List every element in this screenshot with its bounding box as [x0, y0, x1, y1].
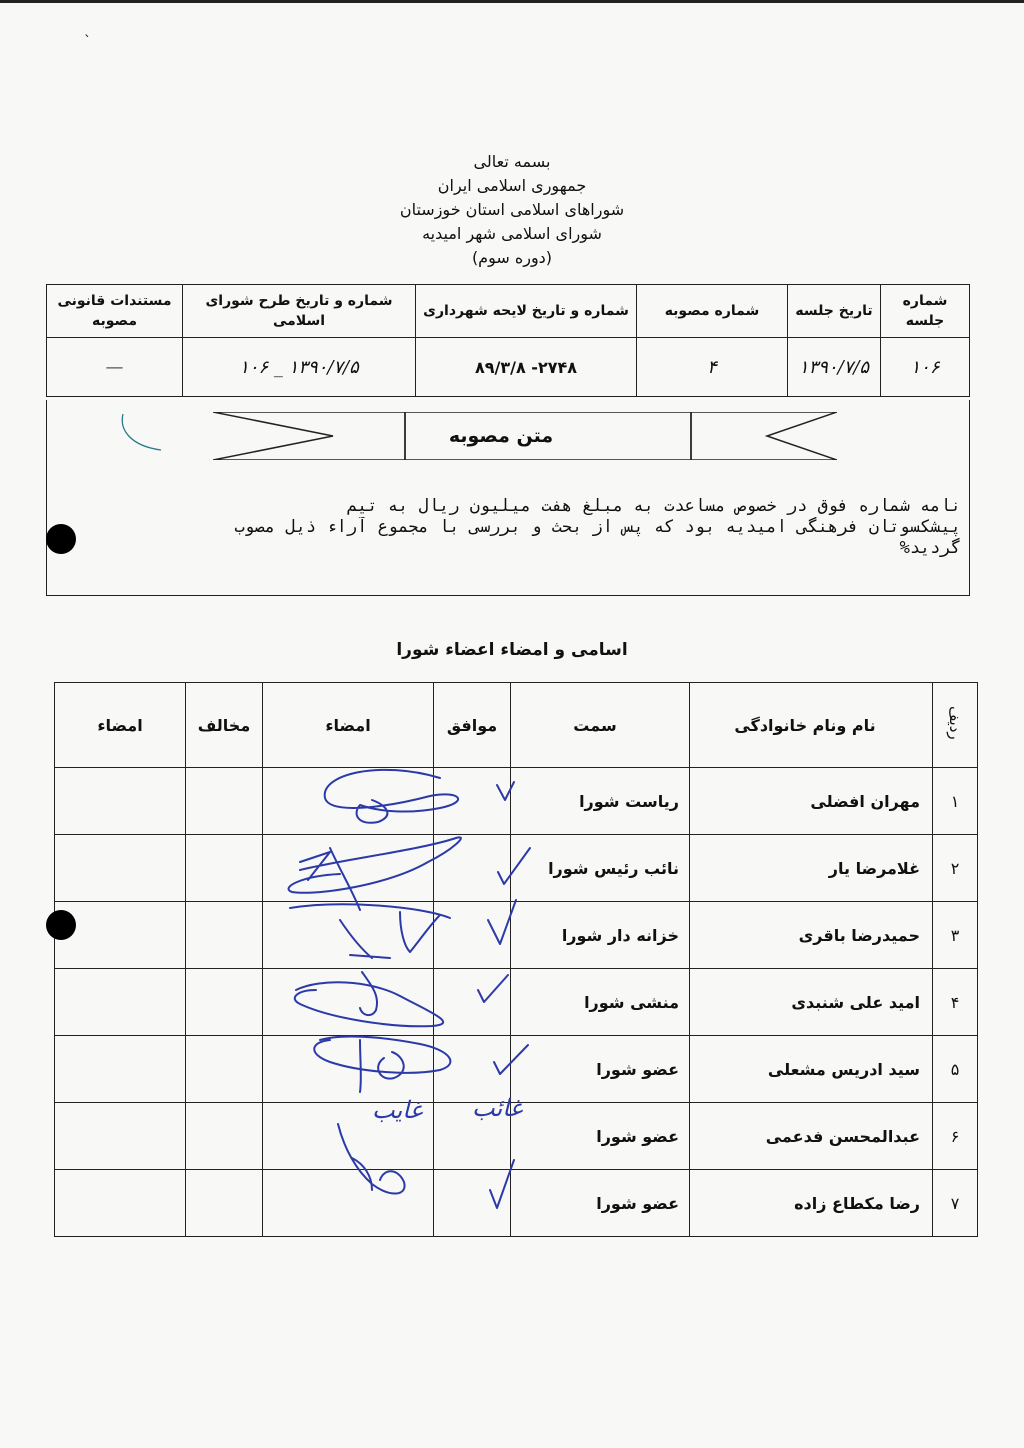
th-signature-2: امضاء	[55, 683, 186, 768]
table-row	[55, 835, 978, 902]
cell-signature-2	[55, 969, 186, 1036]
cell-role: عضو شورا	[511, 1103, 690, 1170]
cell-role: ریاست شورا	[511, 768, 690, 835]
resolution-line-3: گردید%	[899, 538, 961, 558]
cell-agree	[434, 768, 511, 835]
th-resolution-number: شماره مصوبه	[637, 285, 788, 338]
cell-oppose	[186, 835, 263, 902]
pen-stroke	[117, 410, 167, 458]
val-session-number: ۱۰۶	[881, 338, 970, 397]
cell-role: عضو شورا	[511, 1036, 690, 1103]
table-row	[55, 1170, 978, 1237]
cell-role: نائب رئیس شورا	[511, 835, 690, 902]
cell-name: رضا مکطاع زاده	[690, 1170, 933, 1237]
members-section-title: اسامی و امضاء اعضاء شورا	[396, 640, 628, 660]
header-bismillah: بسمه تعالی	[473, 152, 551, 171]
th-oppose: مخالف	[186, 683, 263, 768]
th-role: سمت	[511, 683, 690, 768]
cell-signature	[263, 902, 434, 969]
val-legal-docs: —	[47, 338, 183, 397]
cell-name: عبدالمحسن فدعمی	[690, 1103, 933, 1170]
cell-name: مهران افضلی	[690, 768, 933, 835]
cell-name: غلامرضا یار	[690, 835, 933, 902]
absent-note-signature: غایب	[372, 1096, 423, 1124]
th-session-number: شماره جلسه	[881, 285, 970, 338]
cell-signature-2	[55, 1103, 186, 1170]
val-session-date: ۱۳۹۰/۷/۵	[788, 338, 881, 397]
cell-idx: ۳	[933, 902, 978, 969]
table-row	[55, 902, 978, 969]
cell-role: عضو شورا	[511, 1170, 690, 1237]
header-term: (دوره سوم)	[471, 248, 553, 267]
cell-idx: ۱	[933, 768, 978, 835]
cell-agree	[434, 902, 511, 969]
cell-idx: ۶	[933, 1103, 978, 1170]
cell-agree	[434, 1170, 511, 1237]
th-signature: امضاء	[263, 683, 434, 768]
cell-oppose	[186, 1170, 263, 1237]
cell-oppose	[186, 902, 263, 969]
punch-hole	[46, 524, 76, 554]
header-country: جمهوری اسلامی ایران	[437, 176, 587, 195]
cell-agree	[434, 969, 511, 1036]
cell-name: سید ادریس مشعلی	[690, 1036, 933, 1103]
th-name: نام ونام خانوادگی	[690, 683, 933, 768]
cell-idx: ۷	[933, 1170, 978, 1237]
cell-signature-2	[55, 768, 186, 835]
th-row: ردیف	[933, 683, 978, 768]
cell-signature-2	[55, 1036, 186, 1103]
absent-note: غائب	[472, 1094, 523, 1122]
cell-idx: ۴	[933, 969, 978, 1036]
resolution-text	[55, 496, 961, 559]
val-bill-number-date: ۲۷۴۸- ۸۹/۳/۸	[416, 338, 637, 397]
val-plan-number-date: ۱۳۹۰/۷/۵ _ ۱۰۶	[183, 338, 416, 397]
document-header	[312, 150, 712, 270]
cell-oppose	[186, 1103, 263, 1170]
members-table	[54, 682, 978, 1237]
cell-oppose	[186, 768, 263, 835]
meeting-info-table	[46, 284, 970, 397]
table-row	[55, 1036, 978, 1103]
val-resolution-number: ۴	[637, 338, 788, 397]
th-legal-docs: مستندات قانونی مصوبه	[47, 285, 183, 338]
cell-oppose	[186, 1036, 263, 1103]
cell-role: منشی شورا	[511, 969, 690, 1036]
cell-signature	[263, 1170, 434, 1237]
th-plan-number-date: شماره و تاریخ طرح شورای اسلامی	[183, 285, 416, 338]
scan-edge	[0, 0, 1024, 3]
th-session-date: تاریخ جلسه	[788, 285, 881, 338]
th-bill-number-date: شماره و تاریخ لایحه شهرداری	[416, 285, 637, 338]
cell-name: امید علی شنبدی	[690, 969, 933, 1036]
resolution-title: متن مصوبه	[448, 425, 554, 447]
header-city-council: شورای اسلامی شهر امیدیه	[422, 224, 602, 243]
cell-signature-2	[55, 902, 186, 969]
cell-agree	[434, 835, 511, 902]
cell-idx: ۲	[933, 835, 978, 902]
punch-hole	[46, 910, 76, 940]
cell-signature	[263, 969, 434, 1036]
cell-signature-2	[55, 1170, 186, 1237]
resolution-line-2: پیشکسوتان فرهنگی امیدیه بود که پس از بحث و بررسی با مجموع آراء ذیل مصوب	[234, 517, 961, 537]
cell-signature	[263, 768, 434, 835]
scan-speck: `	[84, 34, 91, 50]
resolution-line-1: نامه شماره فوق در خصوص مساعدت به مبلغ هفت میلیون ریال به تیم	[346, 496, 961, 516]
header-province-councils: شوراهای اسلامی استان خوزستان	[399, 200, 625, 219]
cell-role: خزانه دار شورا	[511, 902, 690, 969]
cell-oppose	[186, 969, 263, 1036]
table-row	[55, 768, 978, 835]
cell-signature	[263, 835, 434, 902]
cell-agree	[434, 1036, 511, 1103]
table-row	[55, 969, 978, 1036]
cell-idx: ۵	[933, 1036, 978, 1103]
cell-signature-2	[55, 835, 186, 902]
cell-signature	[263, 1036, 434, 1103]
th-agree: موافق	[434, 683, 511, 768]
cell-name: حمیدرضا باقری	[690, 902, 933, 969]
